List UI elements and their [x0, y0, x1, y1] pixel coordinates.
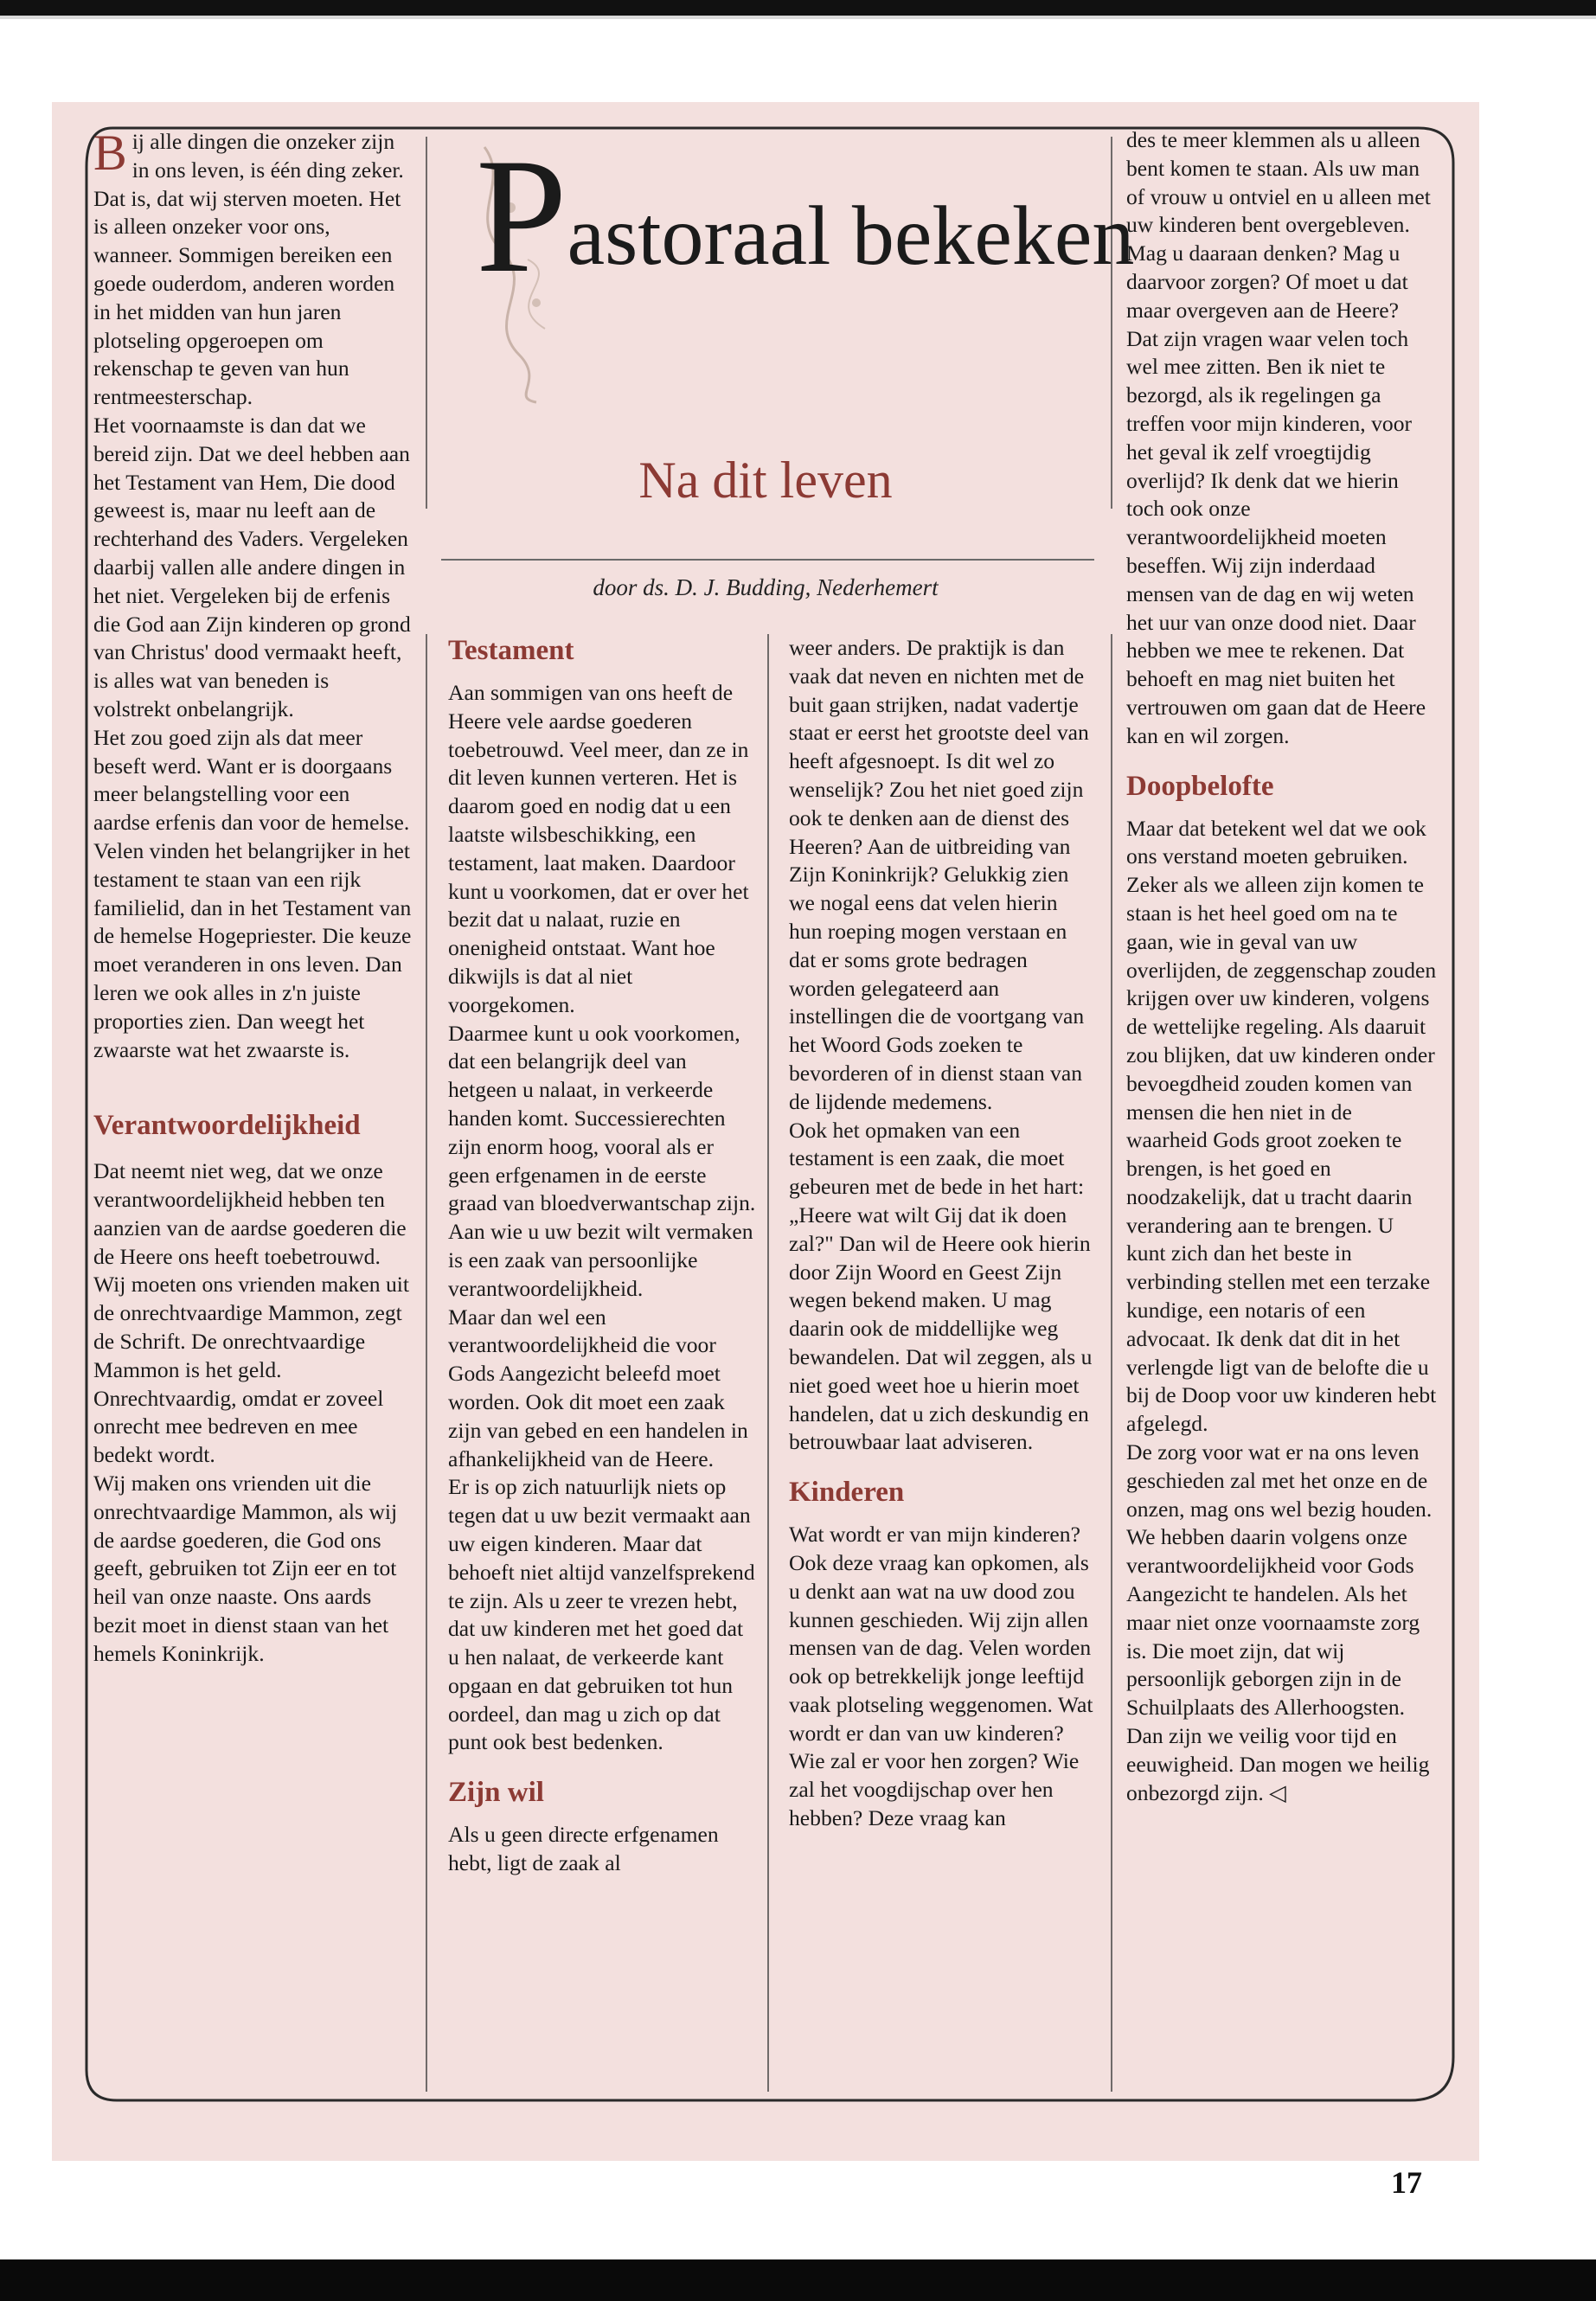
scan-bottom-edge — [0, 2259, 1596, 2301]
column-title — [433, 125, 1135, 407]
paragraph: Het zou goed zijn als dat meer beseft werd. Want er is doorgaans meer belangstelling voor een aardse erfenis dan voor de hemelse. Velen vinden het belangrijker in het testament te staan van een rijk familielid, dan in het Testament van de hemelse Hogepriester. Die keuze moet veranderen in ons leven. Dan leren we ook alles in z'n juiste proporties zien. Dan weegt het zwaarste wat het zwaarste is. — [93, 724, 412, 1062]
paragraph: des te meer klemmen als u alleen bent komen te staan. Als uw man of vrouw u ontviel en u alleen met uw kinderen bent overgebleven. Mag u daaraan denken? Mag u daarvoor zorgen? Of moet u dat maar overgeven aan de Heere? — [1126, 127, 1431, 323]
headline: Na dit leven — [638, 452, 893, 509]
paragraph: Het voornaamste is dan dat we bereid zijn. Dat we deel hebben aan het Testament van Hem, Die dood geweest is, maar nu leeft aan de rechterhand des Vaders. Vergeleken daarbij vallen alle andere dingen in het niet. Vergeleken bij de erfenis die God aan Zijn kinderen op grond van Christus' dood vermaakt heeft, is alles wat van beneden is volstrekt onbelangrijk. — [93, 412, 411, 721]
paragraph: Bij alle dingen die onzeker zijn in ons leven, is één ding zeker. Dat is, dat wij sterven moeten. Het is alleen onzeker voor ons, wanneer. Sommigen bereiken een goede ouderdom, anderen worden in het midden van hun jaren plotseling opgeroepen om rekenschap te geven van hun rentmeesterschap. — [93, 125, 404, 410]
paragraph: Maar dat betekent wel dat we ook ons verstand moeten gebruiken. Zeker als we alleen zijn komen te staan is het heel goed om na te gaan, wie in geval van uw overlijden, de zeggenschap zouden krijgen over uw kinderen, volgens de wettelijke regeling. Als daaruit zou blijken, dat uw kinderen onder bevoegdheid zouden komen van mensen die hen niet in de waarheid Gods groot zoeken te brengen, is het goed en noodzakelijk, dat u tracht daarin verandering aan te brengen. U kunt zich dan het beste in verbinding stellen met een terzake kundige, een notaris of een advocaat. Ik denk dat dit in het verlengde ligt van de belofte die u bij de Doop voor uw kinderen hebt afgelegd. — [1126, 815, 1437, 1437]
paragraph: Ook het opmaken van een testament is een zaak, die moet gebeuren met de bede in het hart: „Heere wat wilt Gij dat ik doen zal?" Dan wil de Heere ook hierin door Zijn Woord en Geest Zijn wegen bekend maken. U mag daarin ook de middellijke weg bewandelen. Dat wil zeggen, als u niet goed weet hoe u hierin moet handelen, dat u zich deskundig en betrouwbaar laat adviseren. — [789, 1117, 1093, 1455]
paragraph: weer anders. De praktijk is dan vaak dat neven en nichten met de buit gaan strijken, nadat vadertje staat er eerst het grootste deel van heeft afgesnoept. Is dit wel zo wenselijk? Zou het niet goed zijn ook te denken aan de dienst des Heeren? Aan de uitbreiding van Zijn Koninkrijk? Gelukkig zien we nogal eens dat velen hierin hun roeping mogen verstaan en dat er soms grote bedragen worden gelegateerd aan instellingen die de voortgang van het Woord Gods zoeken te bevorderen of in dienst staan van de lijdende medemens. — [789, 635, 1089, 1114]
paragraph: Wat wordt er van mijn kinderen? Ook deze vraag kan opkomen, als u denkt aan wat na uw dood zou kunnen geschieden. Wij zijn allen mensen van de dag. Velen worden ook op betrekkelijk jonge leeftijd vaak plotseling weggenomen. Wat wordt er dan van uw kinderen? Wie zal er voor hen zorgen? Wie zal het voogdijschap over hen hebben? Deze vraag kan — [789, 1522, 1093, 1831]
drop-cap: B — [93, 125, 127, 181]
paragraph: Dat neemt niet weg, dat we onze verantwoordelijkheid hebben ten aanzien van de aardse goederen die de Heere ons heeft toebetrouwd. Wij moeten ons vrienden maken uit de onrechtvaardige Mammon, zegt de Schrift. De onrechtvaardige Mammon is het geld. Onrechtvaardig, omdat er zoveel onrecht mee bedreven en mee bedekt wordt. — [93, 1158, 410, 1468]
column-middle-2 — [789, 634, 1095, 1833]
page-number: 17 — [1391, 2165, 1422, 2200]
column-right — [1126, 126, 1438, 1807]
paragraph: Als u geen directe erfgenamen hebt, ligt de zaak al — [448, 1822, 719, 1876]
byline: door ds. D. J. Budding, Nederhemert — [593, 574, 939, 600]
title-initial: P — [476, 125, 567, 307]
title-rest: astoraal bekeken — [567, 189, 1135, 283]
column-left — [93, 125, 412, 1669]
scan-top-strip — [0, 16, 1596, 19]
end-mark-icon: ◁ — [1269, 1779, 1286, 1805]
column-title-text — [476, 125, 1135, 307]
section-heading: Doopbelofte — [1126, 770, 1274, 802]
paragraph: Er is op zich natuurlijk niets op tegen dat u uw bezit vermaakt aan uw eigen kinderen. Maar dat behoeft niet altijd vanzelfsprekend te zijn. Als u zeer te vrezen hebt, dat uw kinderen met het goed dat u hen nalaat, de verkeerde kant opgaan en dat gebruiken tot hun oordeel, dan mag u zich op dat punt ook best bedenken. — [448, 1474, 755, 1755]
paragraph: Daarmee kunt u ook voorkomen, dat een belangrijk deel van hetgeen u nalaat, in verkeerde handen komt. Successierechten zijn enorm hoog, vooral als er geen erfgenamen in de eerste graad van bloedverwantschap zijn. Aan wie u uw bezit wilt vermaken is een zaak van persoonlijke verantwoordelijkheid. — [448, 1020, 756, 1301]
scan-top-edge — [0, 0, 1596, 16]
section-heading: Verantwoordelijkheid — [93, 1110, 361, 1142]
paragraph: De zorg voor wat er na ons leven geschieden zal met het onze en de onzen, mag ons wel bezig houden. We hebben daarin volgens onze verantwoordelijkheid voor Gods Aangezicht te handelen. Als het maar niet onze voornaamste zorg is. Die moet zijn, dat wij persoonlijk geborgen zijn in de Schuilplaats des Allerhoogsten. Dan zijn we veilig voor tijd en eeuwigheid. Dan mogen we heilig onbezorgd zijn. ◁ — [1126, 1439, 1433, 1805]
divider-rule — [441, 559, 1094, 561]
paragraph: Aan sommigen van ons heeft de Heere vele aardse goederen toebetrouwd. Veel meer, dan ze in dit leven kunnen verteren. Het is daarom goed en nodig dat u een laatste wilsbeschikking, een testament, laat maken. Daardoor kunt u voorkomen, dat er over het bezit dat u nalaat, ruzie en onenigheid ontstaat. Want hoe dikwijls is dat al niet voorgekomen. — [448, 680, 749, 1017]
section-heading: Testament — [448, 635, 574, 666]
paragraph: Wij maken ons vrienden uit die onrechtvaardige Mammon, als wij de aardse goederen, die God ons geeft, gebruiken tot Zijn eer en tot heil van onze naaste. Ons aards bezit moet in dienst staan van het hemels Koninkrijk. — [93, 1471, 398, 1666]
column-middle-1 — [448, 634, 756, 1878]
paragraph: Maar dan wel een verantwoordelijkheid die voor Gods Aangezicht beleefd moet worden. Ook dit moet een zaak zijn van gebed en een handelen in afhankelijkheid van de Heere. — [448, 1304, 748, 1471]
paragraph: Dat zijn vragen waar velen toch wel mee zitten. Ben ik niet te bezorgd, als ik regelingen ga treffen voor mijn kinderen, voor het geval ik zelf vroegtijdig overlijd? Ik denk dat we hierin toch ook onze verantwoordelijkheid moeten beseffen. Wij zijn inderdaad mensen van de dag en wij weten het uur van onze dood niet. Daar hebben we mee te rekenen. Dat behoeft en mag niet buiten het vertrouwen om gaan dat de Heere kan en wil zorgen. — [1126, 325, 1426, 748]
section-heading: Kinderen — [789, 1477, 905, 1509]
section-heading: Zijn wil — [448, 1777, 544, 1809]
